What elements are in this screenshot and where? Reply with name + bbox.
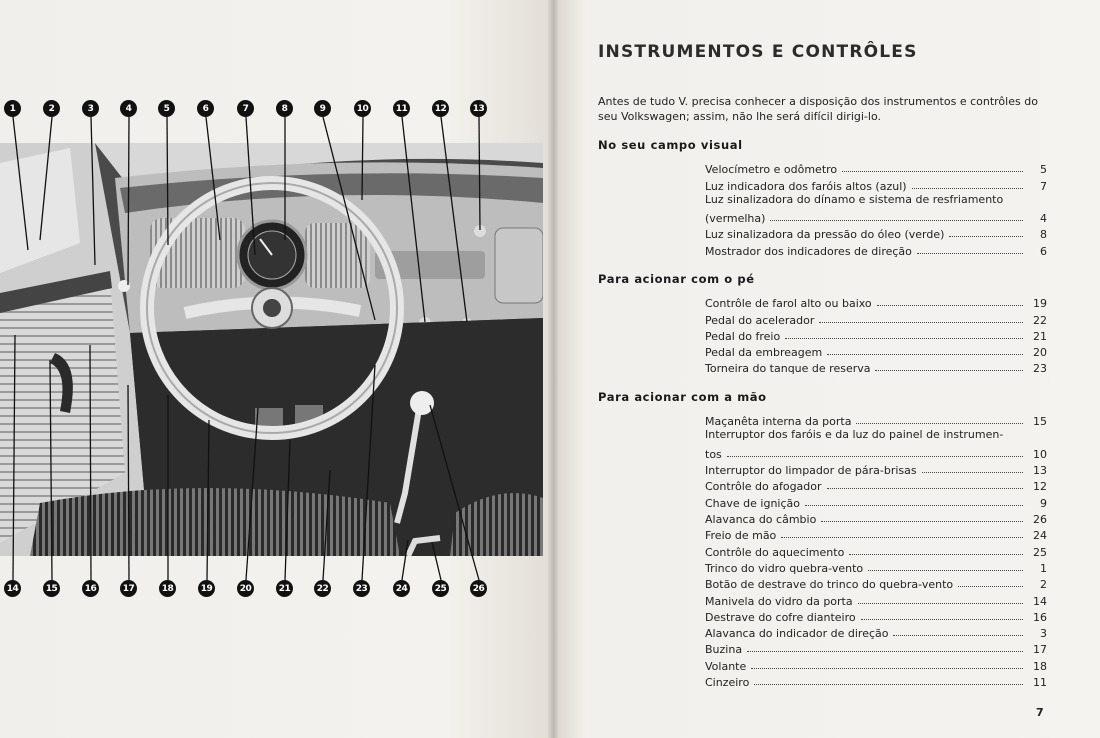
callout-marker-22: 22 <box>314 580 331 597</box>
callout-marker-12: 12 <box>432 100 449 117</box>
page-ref: 19 <box>1033 297 1047 311</box>
page-ref: 6 <box>1040 244 1047 258</box>
leader-dots <box>858 603 1023 604</box>
list-item: Torneira do tanque de reserva 23 <box>705 362 1047 376</box>
callout-marker-1: 1 <box>4 100 21 117</box>
leader-dots <box>805 505 1023 506</box>
leader-dots <box>856 423 1023 424</box>
intro-paragraph: Antes de tudo V. precisa conhecer a disposição dos instrumentos e contrôles do seu Volkswagen; assim, não lhe será difícil dirigi-lo. <box>598 95 1038 123</box>
leader-dots <box>842 171 1023 172</box>
list-item: Pedal do acelerador 22 <box>705 313 1047 327</box>
page-ref: 23 <box>1033 362 1047 376</box>
leader-dots <box>849 554 1023 555</box>
callout-marker-3: 3 <box>82 100 99 117</box>
section-title-acionar-mao: Para acionar com a mão <box>598 390 767 404</box>
page-ref: 25 <box>1033 545 1047 559</box>
page-ref: 20 <box>1033 346 1047 360</box>
section-list-acionar-mao <box>705 412 1047 689</box>
leader-dots <box>754 684 1023 685</box>
page-ref: 13 <box>1033 464 1047 478</box>
leader-dots <box>922 472 1023 473</box>
page-ref: 18 <box>1033 659 1047 673</box>
list-item: Alavanca do câmbio 26 <box>705 513 1047 527</box>
section-list-acionar-pe <box>705 294 1047 375</box>
page-ref: 8 <box>1040 228 1047 242</box>
leader-dots <box>747 651 1023 652</box>
callout-marker-11: 11 <box>393 100 410 117</box>
leader-dots <box>785 338 1023 339</box>
leader-dots <box>781 537 1023 538</box>
callout-marker-10: 10 <box>354 100 371 117</box>
leader-dots <box>821 521 1023 522</box>
page-title: INSTRUMENTOS E CONTRÔLES <box>598 42 918 62</box>
page-ref: 4 <box>1040 212 1047 226</box>
leader-dots <box>949 236 1023 237</box>
list-item: Velocímetro e odômetro 5 <box>705 163 1047 177</box>
leader-dots <box>819 322 1023 323</box>
list-item: Trinco do vidro quebra-vento 1 <box>705 561 1047 575</box>
list-item: Luz sinalizadora da pressão do óleo (verde) 8 <box>705 228 1047 242</box>
page-ref: 7 <box>1040 179 1047 193</box>
list-item-wrap-line: Interruptor dos faróis e da luz do painel de instrumen- <box>705 428 1004 442</box>
leader-dots <box>912 188 1023 189</box>
leader-dots <box>893 635 1023 636</box>
callout-marker-25: 25 <box>432 580 449 597</box>
page-ref: 3 <box>1040 627 1047 641</box>
leader-dots <box>868 570 1023 571</box>
leader-dots <box>827 488 1023 489</box>
list-item: Volante 18 <box>705 659 1047 673</box>
list-item: Contrôle de farol alto ou baixo 19 <box>705 297 1047 311</box>
callout-marker-14: 14 <box>4 580 21 597</box>
leader-dots <box>861 619 1023 620</box>
callout-marker-16: 16 <box>82 580 99 597</box>
leader-dots <box>827 354 1023 355</box>
list-item: Destrave do cofre dianteiro 16 <box>705 610 1047 624</box>
callout-marker-4: 4 <box>120 100 137 117</box>
list-item: Maçanêta interna da porta 15 <box>705 415 1047 429</box>
leader-dots <box>751 668 1023 669</box>
leader-dots <box>770 220 1023 221</box>
list-item: Pedal da embreagem 20 <box>705 346 1047 360</box>
list-item: Buzina 17 <box>705 643 1047 657</box>
page-ref: 17 <box>1033 643 1047 657</box>
list-item: Pedal do freio 21 <box>705 329 1047 343</box>
page-ref: 11 <box>1033 676 1047 690</box>
page-ref: 16 <box>1033 610 1047 624</box>
page-number: 7 <box>1036 706 1044 719</box>
page-ref: 22 <box>1033 313 1047 327</box>
list-item: Interruptor do limpador de pára-brisas 13 <box>705 464 1047 478</box>
page-ref: 24 <box>1033 529 1047 543</box>
list-item: Manivela do vidro da porta 14 <box>705 594 1047 608</box>
callout-marker-18: 18 <box>159 580 176 597</box>
callout-marker-8: 8 <box>276 100 293 117</box>
list-item: Alavanca do indicador de direção 3 <box>705 627 1047 641</box>
leader-dots <box>727 456 1023 457</box>
page-ref: 15 <box>1033 415 1047 429</box>
section-title-acionar-pe: Para acionar com o pé <box>598 272 755 286</box>
list-item: Cinzeiro 11 <box>705 676 1047 690</box>
page-ref: 26 <box>1033 513 1047 527</box>
callout-marker-9: 9 <box>314 100 331 117</box>
list-item: Contrôle do aquecimento 25 <box>705 545 1047 559</box>
list-item: (vermelha) 4 <box>705 212 1047 226</box>
page-ref: 1 <box>1040 561 1047 575</box>
callout-marker-24: 24 <box>393 580 410 597</box>
callout-marker-21: 21 <box>276 580 293 597</box>
list-item: Mostrador dos indicadores de direção 6 <box>705 244 1047 258</box>
list-item: Freio de mão 24 <box>705 529 1047 543</box>
list-item: Contrôle do afogador 12 <box>705 480 1047 494</box>
callout-marker-19: 19 <box>198 580 215 597</box>
callout-marker-13: 13 <box>470 100 487 117</box>
page-ref: 21 <box>1033 329 1047 343</box>
page-ref: 10 <box>1033 447 1047 461</box>
list-item: Chave de ignição 9 <box>705 496 1047 510</box>
leader-dots <box>875 370 1023 371</box>
page-ref: 9 <box>1040 496 1047 510</box>
page-ref: 12 <box>1033 480 1047 494</box>
list-item-wrap-line: Luz sinalizadora do dínamo e sistema de resfriamento <box>705 192 1004 206</box>
list-item: tos 10 <box>705 447 1047 461</box>
section-list-campo-visual <box>705 160 1047 258</box>
page-ref: 2 <box>1040 578 1047 592</box>
callout-marker-6: 6 <box>197 100 214 117</box>
leader-dots <box>958 586 1023 587</box>
callout-marker-20: 20 <box>237 580 254 597</box>
callout-marker-26: 26 <box>470 580 487 597</box>
page-ref: 14 <box>1033 594 1047 608</box>
leader-dots <box>877 305 1023 306</box>
callout-marker-2: 2 <box>43 100 60 117</box>
callout-marker-17: 17 <box>120 580 137 597</box>
list-item: Botão de destrave do trinco do quebra-vento 2 <box>705 578 1047 592</box>
callout-marker-15: 15 <box>43 580 60 597</box>
list-item: Luz indicadora dos faróis altos (azul) 7 <box>705 179 1047 193</box>
leader-dots <box>917 253 1023 254</box>
callout-marker-23: 23 <box>353 580 370 597</box>
callout-marker-5: 5 <box>158 100 175 117</box>
page-ref: 5 <box>1040 163 1047 177</box>
section-title-campo-visual: No seu campo visual <box>598 138 743 152</box>
callout-marker-7: 7 <box>237 100 254 117</box>
